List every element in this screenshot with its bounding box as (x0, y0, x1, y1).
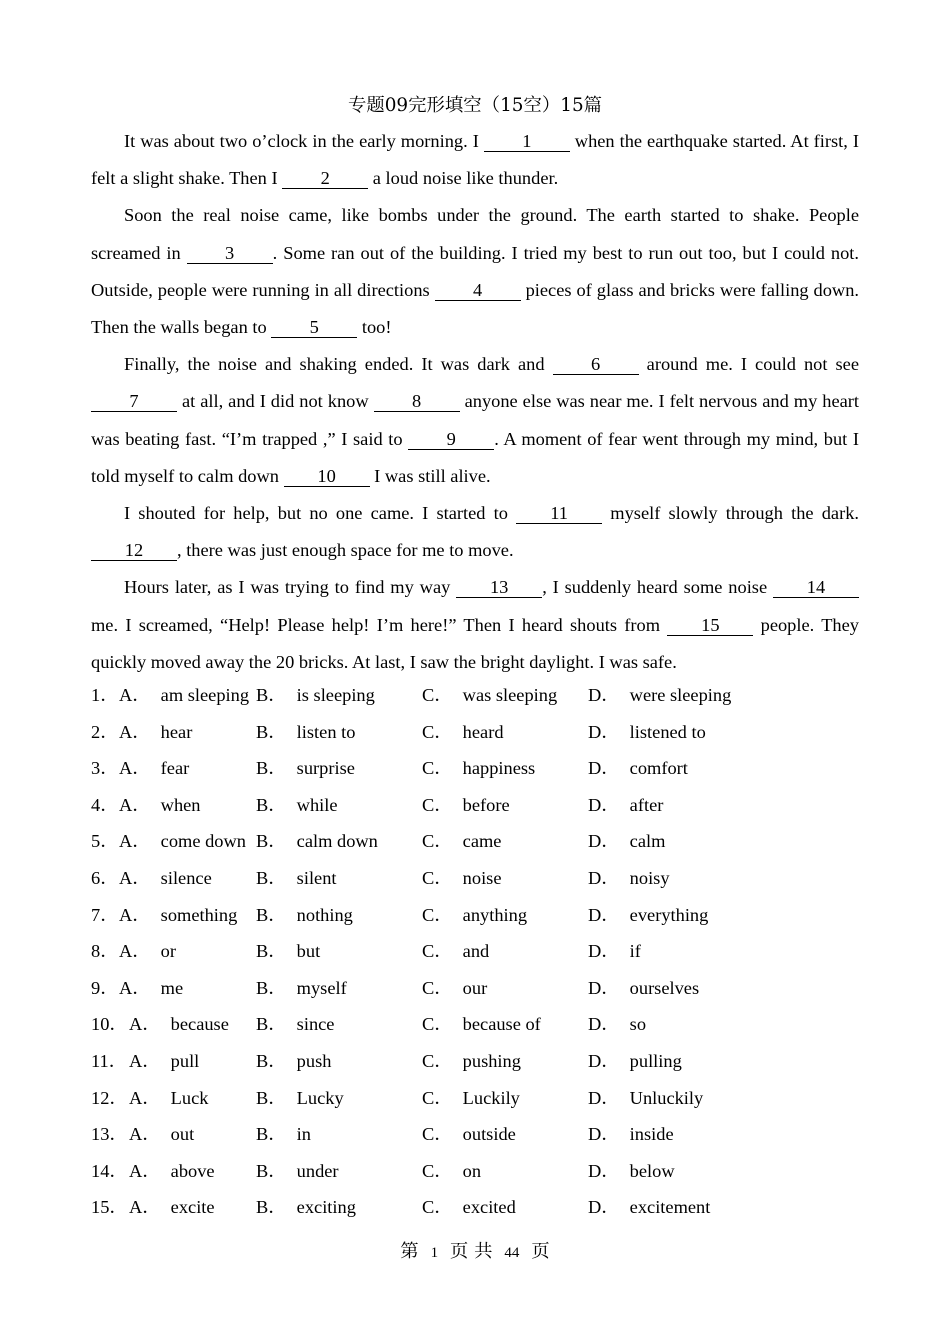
blank-15: 15 (667, 615, 753, 636)
passage-text: me. I screamed, “Help! Please help! I’m here!” Then I heard shouts from (91, 614, 668, 635)
option-label: D． (588, 977, 620, 998)
question-row (91, 787, 859, 824)
option-d (588, 860, 670, 897)
option-d (588, 970, 699, 1007)
option-b (256, 897, 353, 934)
option-label: A． (129, 1087, 161, 1108)
option-label: C． (422, 904, 453, 925)
option-a (129, 1116, 194, 1153)
option-c (422, 897, 527, 934)
passage-text: Soon the real noise came, like bombs under the ground. The earth started to shake. People screamed in (91, 205, 859, 263)
option-text: something (160, 904, 238, 925)
blank-14: 14 (773, 577, 859, 598)
option-text: after (629, 794, 664, 815)
option-label: C． (422, 831, 453, 852)
option-label: D． (588, 1087, 620, 1108)
option-text: ourselves (629, 977, 700, 998)
question-number: 8． (91, 941, 119, 962)
question-number: 9． (91, 977, 119, 998)
option-text: in (296, 1124, 311, 1145)
option-text: because (170, 1014, 229, 1035)
option-label: A． (129, 1050, 161, 1071)
question-row (91, 750, 859, 787)
option-text: heard (462, 721, 504, 742)
option-a (119, 897, 237, 934)
option-text: excited (462, 1197, 516, 1218)
option-label: D． (588, 685, 620, 705)
option-d (588, 823, 665, 860)
passage-paragraph (91, 569, 859, 681)
option-a (129, 1189, 215, 1226)
option-c (422, 1006, 541, 1043)
question-row (91, 860, 859, 897)
option-text: noise (462, 867, 502, 888)
passage-text: It was about two o’clock in the early morning. I (124, 131, 484, 151)
footer-middle: 页 共 (449, 1241, 493, 1262)
option-c (422, 1189, 516, 1226)
passage-text: around me. I could not see (638, 354, 859, 375)
option-label: C． (422, 941, 453, 962)
option-text: above (170, 1160, 215, 1181)
option-label: B． (256, 941, 287, 962)
option-text: fear (160, 758, 190, 779)
option-label: D． (588, 941, 620, 962)
option-c (422, 1080, 520, 1117)
option-text: outside (462, 1124, 516, 1145)
option-b (256, 750, 355, 787)
option-c (422, 787, 510, 824)
blank-1: 1 (484, 131, 570, 152)
blank-7: 7 (91, 391, 177, 412)
option-text: excite (170, 1197, 215, 1218)
option-label: D． (588, 1014, 620, 1035)
question-number: 7． (91, 904, 119, 925)
option-label: D． (588, 904, 620, 925)
option-c (422, 1153, 481, 1190)
option-text: Luck (170, 1087, 209, 1108)
question-number: 12． (91, 1087, 128, 1108)
question-row (91, 677, 859, 714)
option-label: B． (256, 1197, 287, 1218)
option-a (119, 787, 201, 824)
passage-text: at all, and I did not know (177, 391, 374, 412)
passage-text: myself slowly through the dark. (602, 503, 859, 524)
option-text: but (296, 941, 321, 962)
option-label: D． (588, 794, 620, 815)
option-c (422, 714, 504, 751)
option-a (119, 714, 192, 751)
option-b (256, 1043, 331, 1080)
option-a (129, 1043, 199, 1080)
option-text: below (629, 1160, 675, 1181)
option-text: hear (160, 721, 193, 742)
option-b (256, 823, 378, 860)
option-text: exciting (296, 1197, 356, 1218)
option-label: B． (256, 831, 287, 852)
option-text: Lucky (296, 1087, 344, 1108)
option-text: pulling (629, 1050, 682, 1071)
option-label: C． (422, 1124, 453, 1145)
option-d (588, 897, 708, 934)
option-c (422, 677, 557, 714)
passage-text: pieces of glass and bricks were falling down. Then the walls began to (91, 279, 859, 338)
option-label: C． (422, 867, 453, 888)
option-text: because of (462, 1014, 541, 1035)
option-a (119, 677, 249, 714)
page-title: 专题09完形填空（15空）15篇 (347, 95, 603, 116)
passage-text: . A moment of fear went through my mind, but I told myself to calm down (91, 428, 859, 486)
option-label: B． (256, 904, 287, 925)
option-c (422, 1043, 521, 1080)
option-text: anything (462, 904, 528, 925)
passage-text: I shouted for help, but no one came. I started to (124, 503, 517, 524)
option-label: D． (588, 721, 620, 742)
option-label: D． (588, 1050, 620, 1071)
option-a (129, 1153, 215, 1190)
option-b (256, 787, 338, 824)
option-text: noisy (629, 867, 670, 888)
blank-10: 10 (284, 466, 370, 487)
passage-text: . Some ran out of the building. I tried my best to run out too, but I could not. Outside, people were running in all directions (91, 242, 859, 300)
question-row (91, 933, 859, 970)
option-d (588, 677, 731, 714)
option-label: B． (256, 977, 287, 998)
passage-text: people. They quickly moved away the 20 bricks. At last, I saw the bright daylight. I was safe. (91, 614, 859, 672)
option-label: A． (119, 685, 151, 705)
option-text: pushing (462, 1050, 521, 1071)
option-d (588, 1153, 675, 1190)
option-text: since (296, 1014, 335, 1035)
option-text: nothing (296, 904, 353, 925)
page-footer (0, 1238, 950, 1267)
option-text: happiness (462, 758, 536, 779)
option-text: were sleeping (629, 685, 732, 705)
question-list (91, 677, 859, 1226)
option-d (588, 1189, 710, 1226)
question-row (91, 1006, 859, 1043)
option-label: C． (422, 758, 453, 779)
option-a (119, 970, 183, 1007)
footer-page-number: 1 (430, 1245, 439, 1261)
option-text: push (296, 1050, 332, 1071)
option-label: B． (256, 794, 287, 815)
question-number: 3． (91, 758, 119, 779)
option-text: am sleeping (160, 685, 250, 705)
option-b (256, 933, 320, 970)
question-row (91, 897, 859, 934)
option-text: when (160, 794, 201, 815)
option-text: inside (629, 1124, 674, 1145)
option-text: on (462, 1160, 482, 1181)
option-label: A． (129, 1160, 161, 1181)
option-label: C． (422, 685, 453, 705)
option-label: C． (422, 1050, 453, 1071)
option-text: was sleeping (462, 685, 558, 705)
option-label: B． (256, 758, 287, 779)
option-d (588, 933, 641, 970)
option-c (422, 860, 502, 897)
option-b (256, 714, 355, 751)
option-c (422, 1116, 516, 1153)
option-text: Unluckily (629, 1087, 704, 1108)
option-c (422, 823, 501, 860)
option-text: listened to (629, 721, 706, 742)
passage-paragraph (91, 346, 859, 495)
option-b (256, 1080, 344, 1117)
question-row (91, 1116, 859, 1153)
option-d (588, 714, 706, 751)
option-text: listen to (296, 721, 356, 742)
option-label: B． (256, 1124, 287, 1145)
option-label: B． (256, 685, 287, 705)
option-d (588, 1116, 674, 1153)
question-row (91, 970, 859, 1007)
passage-text: Hours later, as I was trying to find my way (124, 577, 457, 598)
passage-text: too! (357, 317, 392, 338)
option-d (588, 787, 663, 824)
option-label: D． (588, 1197, 620, 1218)
option-b (256, 1116, 311, 1153)
option-label: C． (422, 977, 453, 998)
option-label: A． (119, 867, 151, 888)
option-c (422, 933, 489, 970)
option-b (256, 1006, 334, 1043)
option-label: B． (256, 1014, 287, 1035)
passage-text: when the earthquake started. At first, I felt a slight shake. Then I (91, 131, 859, 189)
option-text: under (296, 1160, 339, 1181)
question-row (91, 823, 859, 860)
passage-paragraph (91, 123, 859, 197)
option-text: silent (296, 867, 337, 888)
footer-suffix: 页 (531, 1241, 550, 1262)
cloze-passage (91, 123, 859, 681)
option-label: C． (422, 794, 453, 815)
passage-text: , I suddenly heard some noise (542, 577, 773, 598)
question-number: 10． (91, 1014, 128, 1035)
option-label: A． (119, 941, 151, 962)
blank-3: 3 (187, 243, 273, 264)
option-label: A． (119, 758, 151, 779)
blank-5: 5 (271, 317, 357, 338)
option-label: A． (119, 831, 151, 852)
passage-paragraph (91, 495, 859, 569)
option-text: comfort (629, 758, 688, 779)
option-label: D． (588, 831, 620, 852)
question-row (91, 1153, 859, 1190)
question-number: 15． (91, 1197, 128, 1218)
option-a (119, 750, 189, 787)
option-d (588, 750, 688, 787)
option-text: or (160, 941, 176, 962)
option-a (119, 823, 246, 860)
option-c (422, 970, 487, 1007)
option-a (119, 933, 176, 970)
option-b (256, 970, 347, 1007)
option-text: silence (160, 867, 212, 888)
option-label: D． (588, 867, 620, 888)
option-text: if (629, 941, 641, 962)
question-number: 5． (91, 831, 119, 852)
option-text: Luckily (462, 1087, 520, 1108)
option-text: pull (170, 1050, 200, 1071)
question-number: 6． (91, 867, 119, 888)
option-text: is sleeping (296, 685, 375, 705)
blank-9: 9 (408, 429, 494, 450)
option-text: come down (160, 831, 246, 852)
option-label: C． (422, 721, 453, 742)
question-row (91, 1189, 859, 1226)
passage-text: anyone else was near me. I felt nervous and my heart was beating fast. “I’m trapped ,” I said to (91, 391, 860, 449)
option-label: B． (256, 867, 287, 888)
option-d (588, 1043, 682, 1080)
option-text: while (296, 794, 338, 815)
option-text: me (160, 977, 184, 998)
option-label: D． (588, 1124, 620, 1145)
option-label: C． (422, 1014, 453, 1035)
question-number: 2． (91, 721, 119, 742)
passage-text: a loud noise like thunder. (368, 168, 559, 189)
option-label: D． (588, 758, 620, 779)
option-text: before (462, 794, 510, 815)
question-row (91, 714, 859, 751)
option-text: our (462, 977, 488, 998)
footer-prefix: 第 (400, 1241, 419, 1262)
blank-12: 12 (91, 540, 177, 561)
option-d (588, 1080, 703, 1117)
option-text: calm (629, 831, 666, 852)
question-number: 11． (91, 1050, 128, 1071)
question-number: 4． (91, 794, 119, 815)
question-number: 1． (91, 685, 119, 705)
option-text: and (462, 941, 490, 962)
passage-text: Finally, the noise and shaking ended. It was dark and (124, 354, 553, 375)
footer-total-pages: 44 (504, 1245, 520, 1261)
option-label: A． (129, 1124, 161, 1145)
question-row (91, 1043, 859, 1080)
passage-text: , there was just enough space for me to move. (177, 540, 514, 561)
option-b (256, 1189, 356, 1226)
question-number: 13． (91, 1124, 128, 1145)
option-c (422, 750, 535, 787)
option-text: calm down (296, 831, 378, 852)
blank-8: 8 (374, 391, 460, 412)
option-b (256, 677, 375, 714)
option-label: B． (256, 721, 287, 742)
blank-11: 11 (516, 503, 602, 524)
blank-6: 6 (553, 354, 639, 375)
passage-paragraph (91, 197, 859, 346)
option-label: D． (588, 1160, 620, 1181)
blank-4: 4 (435, 280, 521, 301)
option-label: B． (256, 1160, 287, 1181)
option-text: came (462, 831, 502, 852)
option-label: A． (119, 721, 151, 742)
option-text: surprise (296, 758, 355, 779)
option-label: A． (119, 904, 151, 925)
blank-13: 13 (456, 577, 542, 598)
option-a (129, 1080, 208, 1117)
option-label: B． (256, 1050, 287, 1071)
option-label: A． (129, 1197, 161, 1218)
option-text: excitement (629, 1197, 711, 1218)
option-label: A． (119, 794, 151, 815)
option-d (588, 1006, 646, 1043)
option-label: C． (422, 1197, 453, 1218)
passage-text: I was still alive. (369, 465, 491, 486)
option-a (119, 860, 212, 897)
option-b (256, 860, 337, 897)
blank-2: 2 (282, 168, 368, 189)
option-label: C． (422, 1087, 453, 1108)
option-text: so (629, 1014, 647, 1035)
option-label: C． (422, 1160, 453, 1181)
option-text: myself (296, 977, 347, 998)
option-a (129, 1006, 229, 1043)
question-number: 14． (91, 1160, 128, 1181)
option-b (256, 1153, 339, 1190)
option-text: everything (629, 904, 709, 925)
question-row (91, 1080, 859, 1117)
option-text: out (170, 1124, 195, 1145)
option-label: A． (119, 977, 151, 998)
option-label: A． (129, 1014, 161, 1035)
option-label: B． (256, 1087, 287, 1108)
